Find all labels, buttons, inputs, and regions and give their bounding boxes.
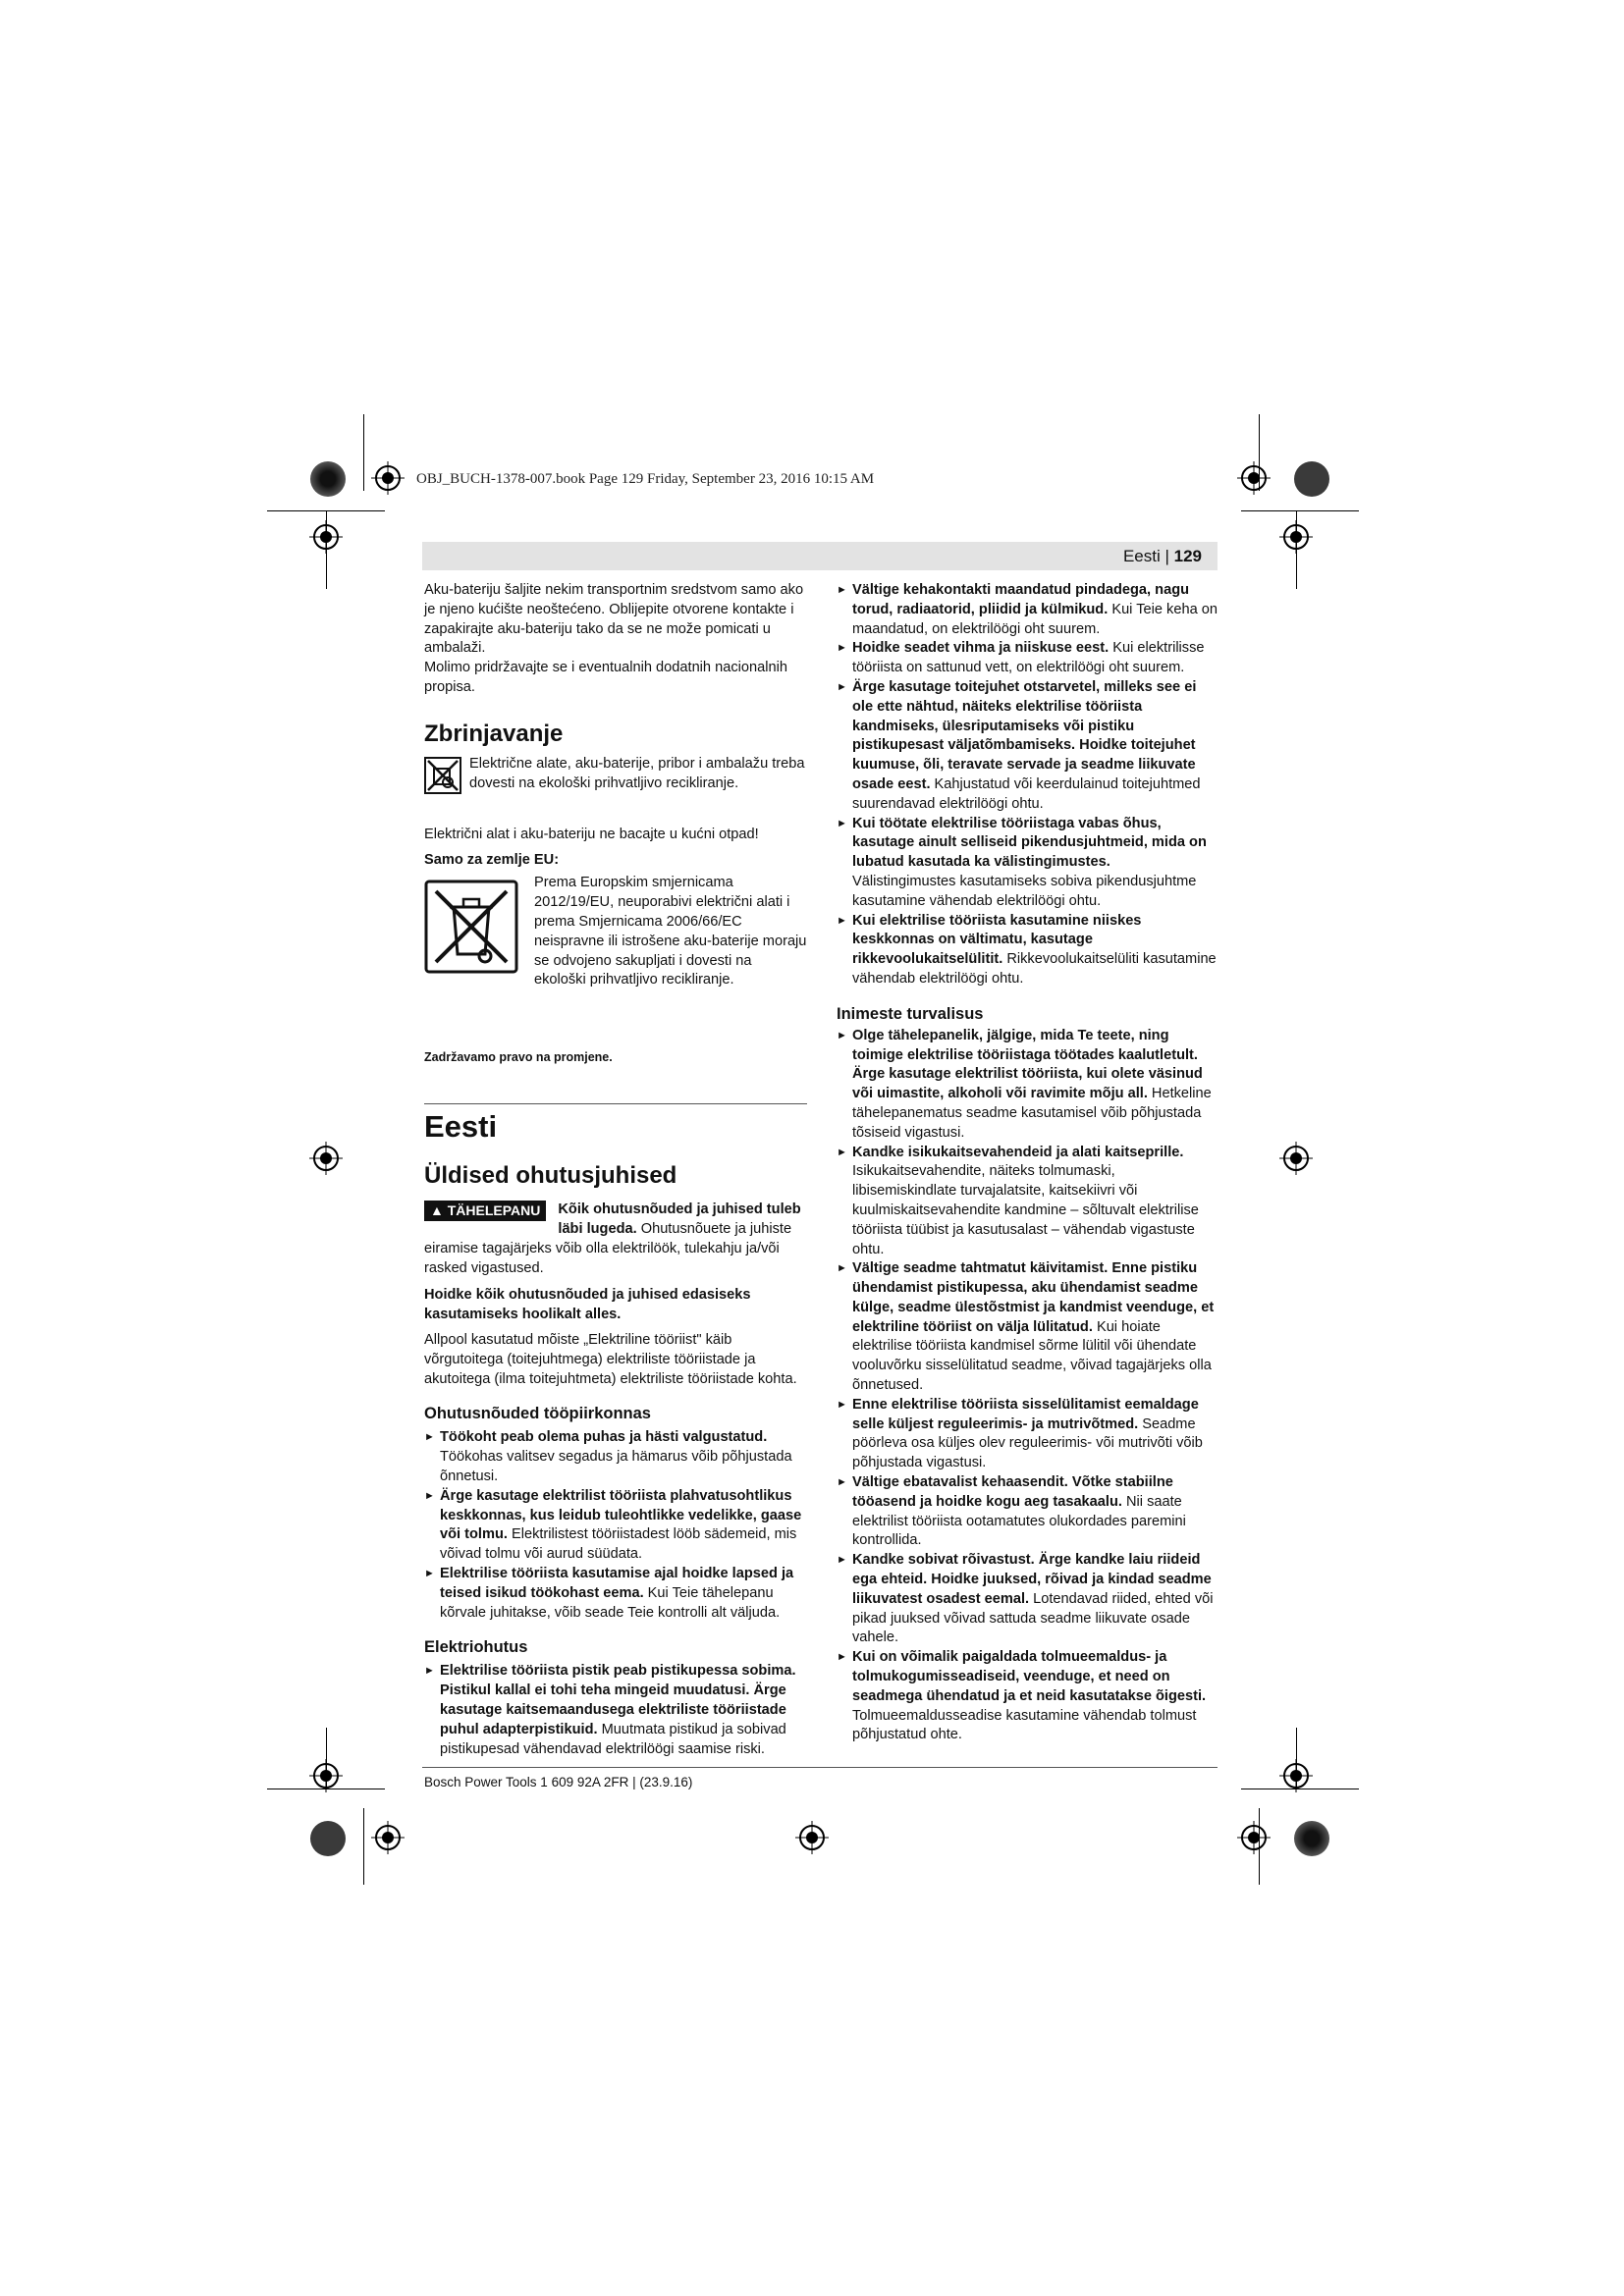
intro-paragraph: Aku-bateriju šaljite nekim transportnim sredstvom samo ako je njeno kućište neoštećeno. Oblijepite otvorene kontakte i zapakirajte aku-bateriju tako da se ne može pomicati u ambalaži. <box>424 582 804 657</box>
personal-list <box>837 1027 1218 1745</box>
electric-list-right <box>837 581 1218 989</box>
bullet-arrow-icon: ► <box>837 1029 847 1041</box>
list-item <box>837 1144 1218 1260</box>
reserved-note: Zadržavamo pravo na promjene. <box>424 1050 613 1065</box>
item-text: Kui Teie tähelepanu kõrvale juhitakse, võib seade Teie kontrolli alt väljuda. <box>440 1584 781 1621</box>
item-text: Tolmueemaldusseadise kasutamine vähendab tolmust põhjustatud ohte. <box>852 1707 1197 1743</box>
term-definition: Allpool kasutatud mõiste „Elektriline tööriist" käib võrgutoitega (toitejuhtmega) elektriliste tööriistade ja akutoitega (ilma toitejuhtmeta) elektriliste tööriistade kohta. <box>424 1331 797 1387</box>
registration-target-icon <box>1237 461 1271 495</box>
page-number: 129 <box>1173 547 1202 565</box>
item-text: Välistingimustes kasutamiseks sobiva pikendusjuhtme kasutamine vähendab elektrilöögi ohtu. <box>852 873 1197 909</box>
list-item <box>424 1428 807 1486</box>
eu-directive-text: Prema Europskim smjernicama 2012/19/EU, neuporabivi električni alati i prema Smjernicama 2006/66/EC neispravne ili istrošene aku-baterije moraju se odvojeno sakupljati i dovesti na ekološki prihvatljivo recikliranje. <box>534 875 807 988</box>
warning-rest: Ohutusnõuete ja juhiste eiramise tagajärjeks võib olla elektrilöök, tulekahju ja/või rasked vigastused. <box>424 1220 792 1276</box>
general-safety-title: Üldised ohutusjuhised <box>424 1162 677 1190</box>
item-text: Hetkeline tähelepanematus seadme kasutamisel võib põhjustada tõsiseid vigastusi. <box>852 1086 1212 1141</box>
registration-target-icon <box>371 461 405 495</box>
item-text: Kahjustatud või keerdulainud toitejuhtmed suurendavad elektrilöögi ohtu. <box>852 775 1201 812</box>
crossed-bin-small-icon <box>424 757 461 794</box>
item-bold: Kandke sobivat rõivastust. Ärge kandke laiu riideid ega ehteid. Hoidke juuksed, rõivad ja kindad seadme liikuvatest osadest eemal. <box>852 1552 1212 1607</box>
item-text: Elektrilistest tööriistadest lööb sädemeid, mis võivad tolmu või aurud süüdata. <box>440 1526 797 1563</box>
list-item <box>837 1473 1218 1551</box>
bullet-arrow-icon: ► <box>837 1262 847 1275</box>
item-bold: Vältige kehakontakti maandatud pindadega, nagu torud, radiaatorid, pliidid ja külmikud. <box>852 582 1190 617</box>
registration-target-icon <box>309 1142 343 1175</box>
bullet-arrow-icon: ► <box>837 1651 847 1664</box>
item-text: Nii saate elektrilist tööriista ootamatutes olukordades paremini kontrollida. <box>852 1493 1186 1549</box>
registration-target-icon <box>309 520 343 554</box>
page-header <box>422 542 1218 570</box>
disposal-icon-text: Električne alate, aku-baterije, pribor i ambalažu treba dovesti na ekološki prihvatljivo recikliranje. <box>469 755 805 791</box>
bullet-arrow-icon: ► <box>837 1554 847 1567</box>
item-text: Kui hoiate elektrilise tööriista kandmisel sõrme lülitil või ühendate vooluvõrku sisselülitatud seadme, võivad tagajärjeks olla õnnetused. <box>852 1318 1212 1394</box>
footer-rule <box>422 1767 1218 1768</box>
warning-paragraph <box>424 1201 807 1278</box>
list-item <box>837 815 1218 912</box>
item-bold: Vältige ebatavalist kehaasendit. Võtke stabiilne tööasend ja hoidke kogu aeg tasakaalu. <box>852 1474 1173 1510</box>
eu-only-label: Samo za zemlje EU: <box>424 851 560 868</box>
list-item <box>837 1259 1218 1396</box>
bullet-arrow-icon: ► <box>424 1665 435 1678</box>
crossed-bin-large-icon <box>424 880 518 974</box>
bullet-arrow-icon: ► <box>837 1398 847 1411</box>
registration-target-icon <box>1279 1142 1313 1175</box>
item-bold: Hoidke seadet vihma ja niiskuse eest. <box>852 640 1110 657</box>
item-bold: Ärge kasutage toitejuhet otstarvetel, milleks see ei ole ette nähtud, näiteks elektrilise tööriista kandmiseks, ülesriputamiseks või pistiku pistikupesast väljatõmbamiseks. Hoidke toitejuhet kuumuse, õli, teravate servade ja seadme liikuvate osade eest. <box>852 678 1197 792</box>
item-bold: Ärge kasutage elektrilist tööriista plahvatusohtlikus keskkonnas, kus leidub tuleohtlikke vedelikke, gaase või tolmu. <box>440 1487 802 1543</box>
warning-bold: Kõik ohutusnõuded ja juhised tuleb läbi lugeda. <box>558 1201 801 1237</box>
keep-instructions: Hoidke kõik ohutusnõuded ja juhised edasiseks kasutamiseks hoolikalt alles. <box>424 1287 751 1323</box>
book-info-line: OBJ_BUCH-1378-007.book Page 129 Friday, September 23, 2016 10:15 AM <box>416 471 875 487</box>
work-area-list <box>424 1428 807 1623</box>
warning-badge-label: TÄHELEPANU <box>447 1202 541 1219</box>
item-text: Töökohas valitsev segadus ja hämarus võib põhjustada õnnetusi. <box>440 1449 792 1484</box>
item-bold: Olge tähelepanelik, jälgige, mida Te teete, ning toimige elektrilise tööriistaga töötades kaalutletult. Ärge kasutage elektrilist tööriista, kui olete väsinud või uimastite, alkoholi või ravimite mõju all. <box>852 1027 1203 1102</box>
bullet-arrow-icon: ► <box>837 642 847 655</box>
list-item <box>837 1551 1218 1648</box>
bullet-arrow-icon: ► <box>424 1431 435 1444</box>
item-text: Muutmata pistikud ja sobivad pistikupesad vähendavad elektrilöögi saamise riski. <box>440 1721 786 1757</box>
disposal-icon-row <box>424 755 807 804</box>
warning-triangle-icon: ▲ <box>430 1202 444 1219</box>
electric-safety-title: Elektriohutus <box>424 1638 528 1657</box>
item-bold: Kui elektrilise tööriista kasutamine niiskes keskkonnas on vältimatu, kasutage rikkevoolukaitselülitit. <box>852 912 1142 968</box>
bullet-arrow-icon: ► <box>837 584 847 596</box>
item-text: Lotendavad riided, ehted või pikad juuksed võivad sattuda seadme liikuvate osade vahele. <box>852 1590 1214 1646</box>
list-item <box>837 639 1218 678</box>
warning-badge <box>424 1201 546 1221</box>
bullet-arrow-icon: ► <box>837 1146 847 1158</box>
list-item <box>424 1487 807 1565</box>
item-bold: Enne elektrilise tööriista sisselülitamist eemaldage selle küljest reguleerimis- ja mutrivõtmed. <box>852 1396 1199 1432</box>
item-bold: Kui on võimalik paigaldada tolmueemaldus- ja tolmukogumisseadiseid, veenduge, et need on seadmega ühendatud ja et neid kasutatakse õigesti. <box>852 1649 1207 1704</box>
personal-safety-title: Inimeste turvalisus <box>837 1004 984 1023</box>
item-text: Kui elektrilisse tööriista on sattunud vett, on elektrilöögi oht suurem. <box>852 640 1205 676</box>
item-bold: Elektrilise tööriista pistik peab pistikupessa sobima. Pistikul kallal ei tohi teha mingeid muudatusi. Ärge kasutage kaitsemaandusega elektriliste tööriistade puhul adapterpistikuid. <box>440 1663 796 1737</box>
intro-paragraph: Molimo pridržavajte se i eventualnih dodatnih nacionalnih propisa. <box>424 660 787 695</box>
registration-target-icon <box>371 1821 405 1854</box>
language-rule <box>424 1103 807 1104</box>
registration-target-icon <box>1237 1821 1271 1854</box>
list-item <box>424 1662 807 1759</box>
bullet-arrow-icon: ► <box>837 680 847 693</box>
left-column <box>424 581 807 1759</box>
bullet-arrow-icon: ► <box>424 1567 435 1579</box>
list-item <box>837 1027 1218 1144</box>
density-disc-icon <box>310 461 346 497</box>
list-item <box>837 581 1218 639</box>
item-text: Kui Teie keha on maandatud, on elektrilöögi oht suurem. <box>852 601 1218 637</box>
item-bold: Kui töötate elektrilise tööriistaga vabas õhus, kasutage ainult selliseid pikendusjuhtmeid, mida on lubatud kasutada ka välistingimustes. <box>852 815 1207 871</box>
list-item <box>837 678 1218 815</box>
list-item <box>837 1648 1218 1745</box>
item-bold: Töökoht peab olema puhas ja hästi valgustatud. <box>440 1429 768 1446</box>
bullet-arrow-icon: ► <box>424 1489 435 1502</box>
work-area-title: Ohutusnõuded tööpiirkonnas <box>424 1405 651 1423</box>
density-disc-icon <box>1294 1821 1329 1856</box>
header-text: Eesti | 129 <box>1122 547 1202 565</box>
item-bold: Vältige seadme tahtmatut käivitamist. Enne pistiku ühendamist pistikupessa, aku ühendamist seadme külge, seadme ülestõstmist ja kandmist veenduge, et elektriline tööriist on välja lülitatud. <box>852 1260 1215 1335</box>
registration-target-icon <box>1279 520 1313 554</box>
item-text: Isikukaitsevahendite, näiteks tolmumaski, libisemiskindlate turvajalatsite, kaitsekiivri või kuulmiskaitsevahendite kandmine – sõltuvalt elektrilise tööriista tüübist ja kasutusalast – vähendab vigastuste ohtu. <box>852 1163 1199 1257</box>
item-text: Seadme pöörleva osa küljes olev reguleerimis- või mutrivõti võib põhjustada vigastusi. <box>852 1415 1203 1471</box>
header-section: Eesti <box>1122 547 1161 565</box>
list-item <box>424 1565 807 1623</box>
language-title: Eesti <box>424 1109 498 1145</box>
item-text: Rikkevoolukaitselüliti kasutamine vähendab elektrilöögi ohtu. <box>852 951 1217 987</box>
list-item <box>837 912 1218 989</box>
density-disc-icon <box>310 1821 346 1856</box>
right-column <box>837 581 1218 1745</box>
list-item <box>837 1396 1218 1473</box>
item-bold: Elektrilise tööriista kasutamise ajal hoidke lapsed ja teised isikud töökohast eema. <box>440 1565 794 1601</box>
density-disc-icon <box>1294 461 1329 497</box>
registration-target-icon <box>795 1821 829 1854</box>
bullet-arrow-icon: ► <box>837 817 847 829</box>
registration-target-icon <box>1279 1759 1313 1792</box>
bullet-arrow-icon: ► <box>837 1476 847 1489</box>
item-bold: Kandke isikukaitsevahendeid ja alati kaitseprille. <box>852 1144 1184 1160</box>
disposal-title: Zbrinjavanje <box>424 720 564 747</box>
bullet-arrow-icon: ► <box>837 914 847 927</box>
registration-target-icon <box>309 1759 343 1792</box>
eu-block <box>424 874 807 1031</box>
electric-list-left <box>424 1662 807 1759</box>
footer-text: Bosch Power Tools 1 609 92A 2FR | (23.9.16) <box>424 1775 693 1789</box>
disposal-warning: Električni alat i aku-bateriju ne bacajte u kućni otpad! <box>424 826 759 842</box>
